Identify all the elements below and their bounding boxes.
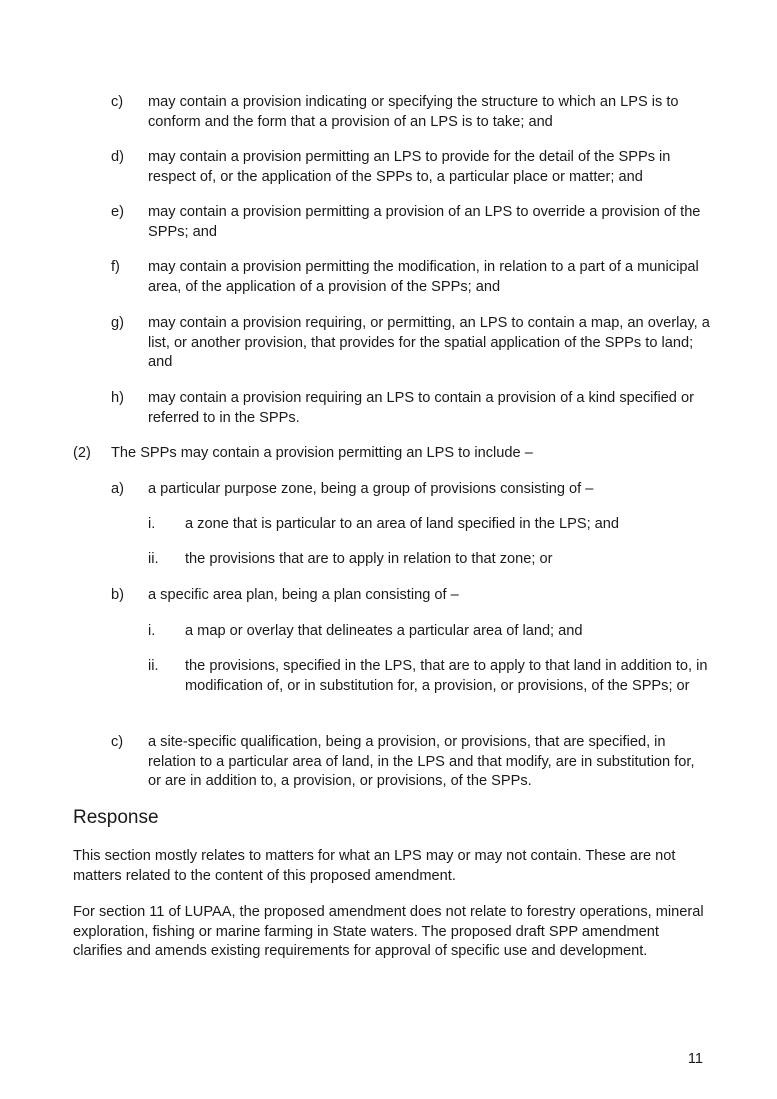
subsection-2-b-ii	[148, 657, 708, 696]
subclause-text: the provisions, specified in the LPS, that are to apply to that land in addition to, in modification of, or in substitution for, a provision, or provisions, of the SPPs; or	[185, 658, 708, 694]
clause-label: d)	[111, 149, 124, 165]
clause-text: may contain a provision permitting an LPS to provide for the detail of the SPPs in respect of, or the application of the SPPs to, a particular place or matter; and	[148, 149, 671, 185]
clause-text: a particular purpose zone, being a group of provisions consisting of –	[148, 481, 594, 497]
clause-label: b)	[111, 587, 124, 603]
subsection-2	[73, 444, 713, 464]
clause-f	[111, 258, 711, 297]
clause-c	[111, 93, 711, 132]
clause-label: c)	[111, 734, 124, 750]
clause-h	[111, 389, 711, 428]
clause-label: c)	[111, 94, 124, 110]
clause-text: may contain a provision requiring an LPS to contain a provision of a kind specified or referred to in the SPPs.	[148, 390, 694, 426]
clause-text: may contain a provision permitting the modification, in relation to a part of a municipal area, of the application of a provision of the SPPs; and	[148, 259, 699, 295]
subclause-label: ii.	[148, 551, 159, 567]
subclause-label: ii.	[148, 658, 159, 674]
subclause-label: i.	[148, 623, 156, 639]
subsection-2-a-ii	[148, 550, 708, 570]
subsection-2-c	[111, 733, 711, 792]
clause-label: f)	[111, 259, 120, 275]
clause-text: a site-specific qualification, being a provision, or provisions, that are specified, in relation to a particular area of land, in the LPS and that modify, are in substitution for, or are in addition to, a provision, or provisions, of the SPPs.	[148, 734, 695, 789]
clause-text: a specific area plan, being a plan consisting of –	[148, 587, 459, 603]
clause-text: may contain a provision permitting a provision of an LPS to override a provision of the SPPs; and	[148, 204, 701, 240]
clause-g	[111, 314, 711, 373]
response-heading: Response	[73, 807, 159, 828]
clause-text: may contain a provision indicating or specifying the structure to which an LPS is to conform and the form that a provision of an LPS is to take; and	[148, 94, 679, 130]
clause-text: may contain a provision requiring, or permitting, an LPS to contain a map, an overlay, a list, or another provision, that provides for the spatial application of the SPPs to land; and	[148, 315, 710, 370]
subsection-text: The SPPs may contain a provision permitting an LPS to include –	[111, 445, 533, 461]
clause-label: e)	[111, 204, 124, 220]
clause-label: h)	[111, 390, 124, 406]
clause-label: g)	[111, 315, 124, 331]
subclause-label: i.	[148, 516, 156, 532]
subclause-text: a zone that is particular to an area of land specified in the LPS; and	[185, 516, 620, 532]
page-number: 11	[687, 1051, 703, 1067]
subsection-2-b-i	[148, 622, 708, 642]
subclause-text: the provisions that are to apply in relation to that zone; or	[185, 551, 553, 567]
subsection-2-a-i	[148, 515, 708, 535]
subsection-label: (2)	[73, 445, 91, 461]
response-paragraph: For section 11 of LUPAA, the proposed amendment does not relate to forestry operations, mineral exploration, fishing or marine farming in State waters. The proposed draft SPP amendment clarifies and amends existing requirements for approval of specific use and development.	[73, 904, 704, 959]
subsection-2-a	[111, 480, 711, 500]
clause-d	[111, 148, 711, 187]
subsection-2-b	[111, 586, 711, 606]
subclause-text: a map or overlay that delineates a particular area of land; and	[185, 623, 583, 639]
clause-label: a)	[111, 481, 124, 497]
response-paragraph: This section mostly relates to matters for what an LPS may or may not contain. These are not matters related to the content of this proposed amendment.	[73, 848, 676, 884]
clause-e	[111, 203, 711, 242]
